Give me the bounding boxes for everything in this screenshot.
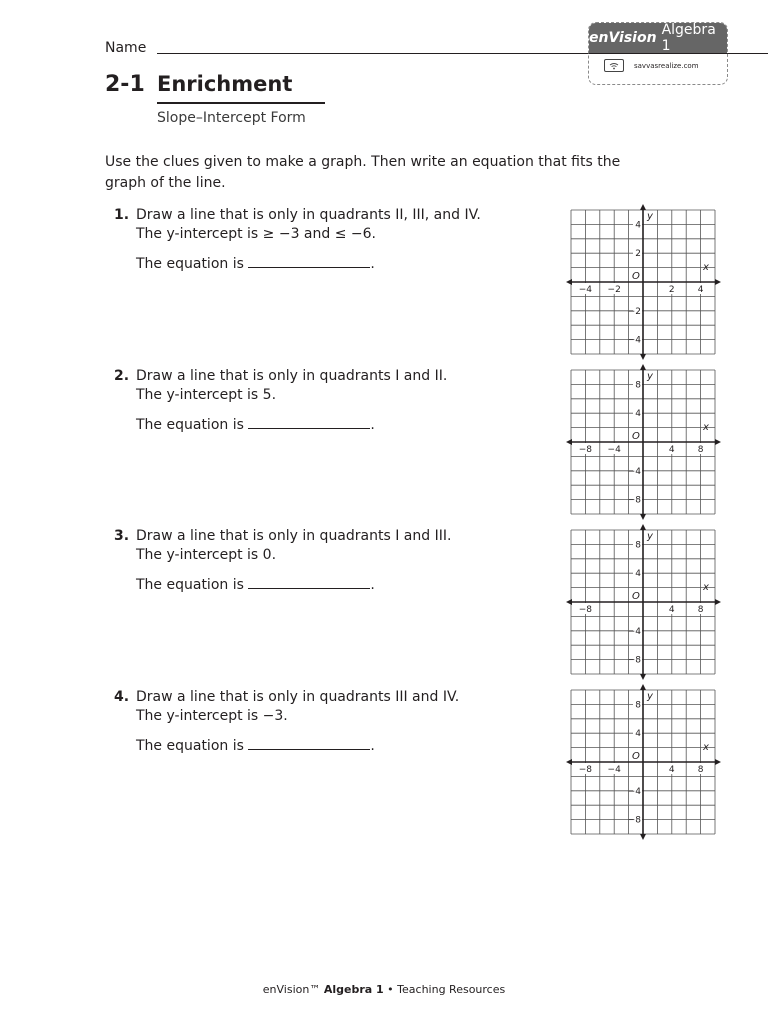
equation-prompt bbox=[136, 574, 375, 593]
x-axis-arrow-left bbox=[566, 759, 572, 765]
y-axis-arrow-down bbox=[640, 354, 646, 360]
equation-prompt bbox=[136, 253, 375, 272]
instructions: Use the clues given to make a graph. Then write an equation that fits the graph of the line. bbox=[105, 154, 621, 191]
x-tick-label: −8 bbox=[578, 765, 593, 775]
x-tick-label: −8 bbox=[578, 605, 593, 615]
coordinate-grid-4[interactable] bbox=[571, 690, 715, 834]
equation-period: . bbox=[370, 417, 375, 433]
x-tick-label: 8 bbox=[697, 765, 704, 775]
y-tick-label: −2 bbox=[627, 306, 641, 317]
x-axis-arrow-right bbox=[715, 759, 721, 765]
x-axis-arrow-left bbox=[566, 439, 572, 445]
footer-suffix: Teaching Resources bbox=[397, 983, 506, 996]
x-axis-arrow-right bbox=[715, 599, 721, 605]
y-tick-label: 8 bbox=[635, 700, 641, 711]
y-tick-label: −8 bbox=[627, 815, 641, 826]
y-tick-label: 4 bbox=[635, 220, 641, 231]
y-tick-label: 8 bbox=[635, 540, 641, 551]
problem-number: 3. bbox=[114, 528, 130, 544]
y-axis-arrow-up bbox=[640, 204, 646, 210]
coordinate-grid-3[interactable] bbox=[571, 530, 715, 674]
problem-clue: The y-intercept is 0. bbox=[136, 547, 277, 563]
y-axis-arrow-up bbox=[640, 524, 646, 530]
x-tick-label: 2 bbox=[668, 285, 675, 295]
problem-number: 2. bbox=[114, 368, 130, 384]
x-tick-label: 4 bbox=[668, 765, 675, 775]
coordinate-grid-2[interactable] bbox=[571, 370, 715, 514]
brand-url[interactable]: savvasrealize.com bbox=[634, 61, 699, 70]
name-label: Name bbox=[105, 40, 147, 56]
page-footer bbox=[0, 983, 768, 996]
equation-label: The equation is bbox=[136, 417, 244, 433]
brand-product: Algebra 1 bbox=[661, 22, 716, 54]
x-axis-label: x bbox=[703, 262, 709, 273]
footer-product: Algebra 1 bbox=[323, 983, 384, 996]
equation-label: The equation is bbox=[136, 256, 244, 272]
x-tick-label: −2 bbox=[607, 285, 621, 295]
y-tick-label: −4 bbox=[627, 335, 641, 346]
y-axis-arrow-up bbox=[640, 684, 646, 690]
origin-label: O bbox=[632, 271, 640, 282]
x-tick-label: 4 bbox=[668, 605, 675, 615]
equation-label: The equation is bbox=[136, 738, 244, 754]
problem-number: 1. bbox=[114, 207, 130, 223]
y-tick-label: 8 bbox=[635, 380, 641, 391]
y-tick-label: −8 bbox=[627, 655, 641, 666]
equation-answer-blank[interactable] bbox=[248, 574, 370, 589]
equation-label: The equation is bbox=[136, 577, 244, 593]
x-axis-label: x bbox=[703, 582, 709, 593]
y-tick-label: 4 bbox=[635, 729, 641, 740]
y-tick-label: −8 bbox=[627, 495, 641, 506]
page-title: Enrichment bbox=[157, 72, 293, 96]
footer-bullet: • bbox=[387, 983, 394, 996]
y-axis-arrow-down bbox=[640, 834, 646, 840]
origin-label: O bbox=[632, 431, 640, 442]
y-axis-label: y bbox=[647, 531, 653, 542]
y-axis-label: y bbox=[647, 211, 653, 222]
equation-answer-blank[interactable] bbox=[248, 414, 370, 429]
y-axis-arrow-up bbox=[640, 364, 646, 370]
y-tick-label: 2 bbox=[635, 249, 641, 260]
brand-logo bbox=[589, 23, 727, 53]
origin-label: O bbox=[632, 591, 640, 602]
problem-text: Draw a line that is only in quadrants II, III, and IV. bbox=[136, 207, 481, 223]
page-subtitle: Slope–Intercept Form bbox=[157, 110, 306, 126]
equation-period: . bbox=[370, 577, 375, 593]
y-axis-arrow-down bbox=[640, 514, 646, 520]
x-tick-label: −4 bbox=[578, 285, 593, 295]
x-tick-label: −4 bbox=[607, 445, 621, 455]
brand-url-row bbox=[604, 59, 699, 72]
equation-answer-blank[interactable] bbox=[248, 253, 370, 268]
problem-clue: The y-intercept is ≥ −3 and ≤ −6. bbox=[136, 226, 376, 242]
x-axis-label: x bbox=[703, 422, 709, 433]
equation-period: . bbox=[370, 256, 375, 272]
y-tick-label: −4 bbox=[627, 626, 641, 637]
x-axis-arrow-right bbox=[715, 439, 721, 445]
problem-number: 4. bbox=[114, 689, 130, 705]
x-tick-label: 8 bbox=[697, 445, 704, 455]
y-tick-label: 4 bbox=[635, 569, 641, 580]
x-tick-label: 4 bbox=[668, 445, 675, 455]
x-axis-arrow-right bbox=[715, 279, 721, 285]
equation-answer-blank[interactable] bbox=[248, 735, 370, 750]
x-axis-label: x bbox=[703, 742, 709, 753]
origin-label: O bbox=[632, 751, 640, 762]
coordinate-grid-1[interactable] bbox=[571, 210, 715, 354]
y-tick-label: 4 bbox=[635, 409, 641, 420]
x-axis-arrow-left bbox=[566, 279, 572, 285]
problem-text: Draw a line that is only in quadrants I and III. bbox=[136, 528, 452, 544]
y-axis-label: y bbox=[647, 691, 653, 702]
brand-name: enVision bbox=[589, 30, 657, 46]
wifi-icon bbox=[604, 59, 624, 72]
x-axis-arrow-left bbox=[566, 599, 572, 605]
problem-text: Draw a line that is only in quadrants I and II. bbox=[136, 368, 448, 384]
equation-period: . bbox=[370, 738, 375, 754]
x-tick-label: −4 bbox=[607, 765, 621, 775]
x-tick-label: 8 bbox=[697, 605, 704, 615]
title-divider bbox=[157, 102, 325, 104]
y-tick-label: −4 bbox=[627, 786, 641, 797]
problem-clue: The y-intercept is −3. bbox=[136, 708, 288, 724]
y-axis-arrow-down bbox=[640, 674, 646, 680]
y-axis-label: y bbox=[647, 371, 653, 382]
x-tick-label: 4 bbox=[697, 285, 704, 295]
equation-prompt bbox=[136, 414, 375, 433]
problem-text: Draw a line that is only in quadrants III and IV. bbox=[136, 689, 460, 705]
y-tick-label: −4 bbox=[627, 466, 641, 477]
footer-brand: enVision™ bbox=[262, 983, 321, 996]
lesson-number: 2-1 bbox=[105, 72, 145, 97]
x-tick-label: −8 bbox=[578, 445, 593, 455]
equation-prompt bbox=[136, 735, 375, 754]
problem-clue: The y-intercept is 5. bbox=[136, 387, 277, 403]
